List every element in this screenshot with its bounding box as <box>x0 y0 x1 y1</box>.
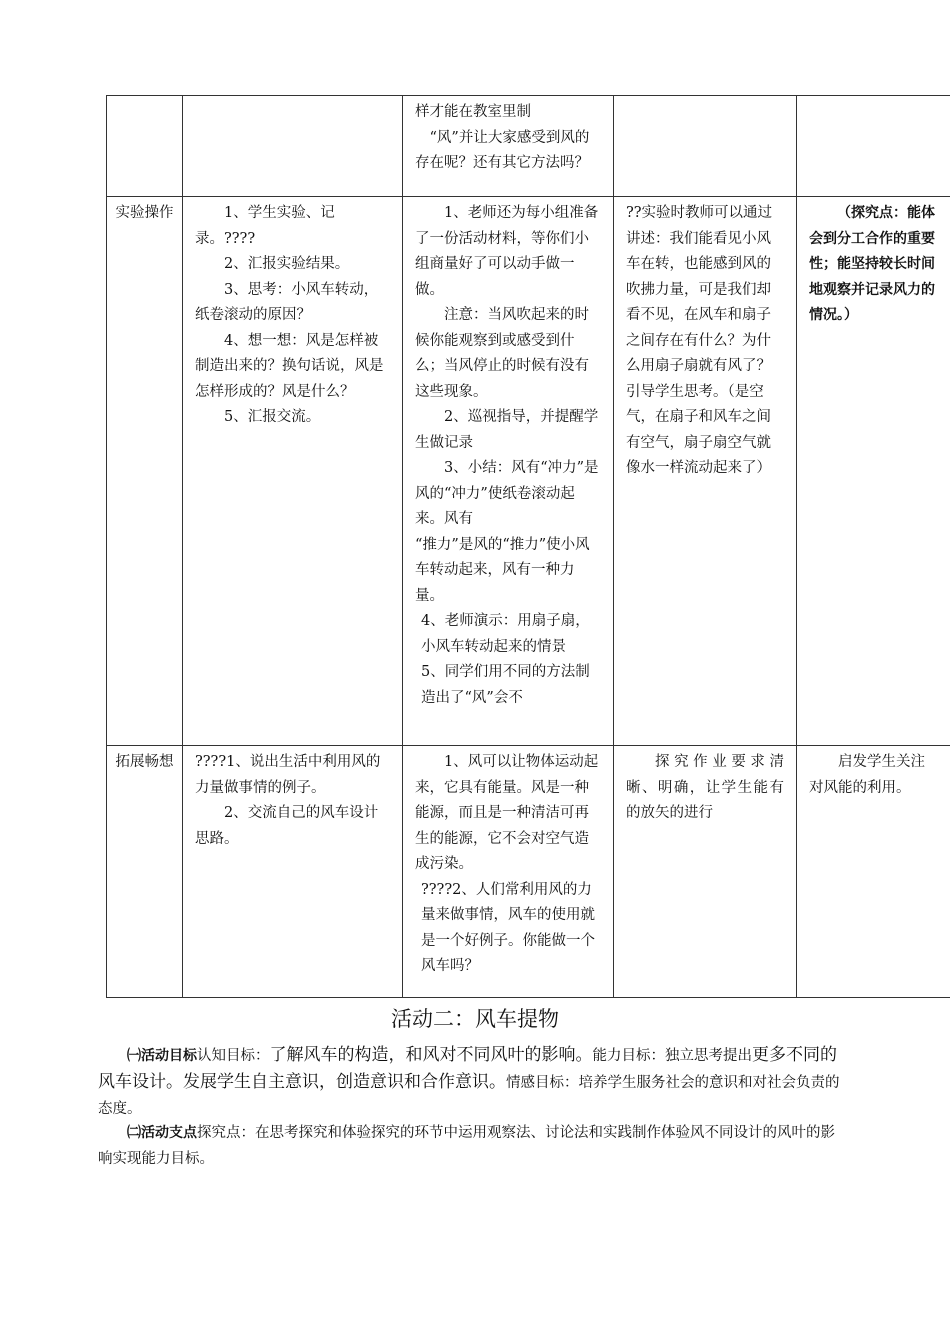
cell-text: 1、老师还为每小组准备了一份活动材料，等你们小组商量好了可以动手做一做。 <box>415 205 599 298</box>
cell-text: 5、汇报交流。 <box>224 409 321 425</box>
cell-text: 探究作业要求清晰、明确，让学生能有的放矢的进行 <box>626 754 784 821</box>
activity-focus-paragraph <box>98 1120 848 1172</box>
cell-text: ????1、说出生活中利用风的力量做事情的例子。 <box>195 754 381 796</box>
cell-text: 5、同学们用不同的方法制造出了“风”会不 <box>421 664 590 706</box>
focus-text: 探究点：在思考探究和体验探究的环节中运用观察法、讨论法和实践制作体验风不同设计的风叶的影响实现能力目标。 <box>98 1125 835 1167</box>
cell-text: “风”并让大家感受到风的存在呢？还有其它方法吗？ <box>415 129 590 171</box>
cell-text: 4、老师演示：用扇子扇，小风车转动起来的情景 <box>421 613 590 655</box>
focus-lead: ㈡活动支点 <box>127 1125 197 1141</box>
table-cell <box>797 96 950 197</box>
table-cell <box>614 96 797 197</box>
goal-text: 了解风车的构造，和风对不同风叶的影响。 <box>269 1045 593 1065</box>
goal-text: 能力目标：独立思考提出 <box>592 1048 752 1064</box>
cell-text: 2、交流自己的风车设计思路。 <box>195 805 379 847</box>
cell-text: 启发学生关注对风能的利用。 <box>809 754 925 796</box>
table-cell <box>797 746 950 998</box>
table-cell <box>614 197 797 746</box>
activity-goal-paragraph <box>98 1042 848 1122</box>
cell-text: 3、小结：风有“冲力”是风的“冲力”使纸卷滚动起来。风有 <box>415 460 599 527</box>
table-row <box>107 197 950 746</box>
lesson-table <box>106 95 950 998</box>
row-label <box>107 746 183 998</box>
cell-text: 2、巡视指导，并提醒学生做记录 <box>415 409 599 451</box>
cell-text: ??实验时教师可以通过讲述：我们能看见小风车在转，也能感到风的吹拂力量，可是我们却看不见，在风车和扇子之间存在有什么？为什么用扇子扇就有风了？引导学生思考。（是空气，在扇子和风车之间有空气，扇子扇空气就像水一样流动起来了） <box>626 205 773 476</box>
table-cell <box>403 197 614 746</box>
table-row <box>107 96 950 197</box>
table-cell <box>107 96 183 197</box>
row-label <box>107 197 183 746</box>
table-row <box>107 746 950 998</box>
cell-text: 1、学生实验、记录。???? <box>195 205 335 247</box>
table-cell <box>403 96 614 197</box>
section-heading: 活动二：风车提物 <box>391 1007 559 1031</box>
cell-text: ????2、人们常利用风的力量来做事情，风车的使用就是一个好例子。你能做一个风车吗？ <box>421 881 595 974</box>
cell-text: “推力”是风的“推力”使小风车转动起来，风有一种力量。 <box>415 536 590 604</box>
table-cell <box>614 746 797 998</box>
cell-text: 样才能在教室里制 <box>415 104 531 120</box>
cell-text: 4、想一想：风是怎样被制造出来的？换句话说，风是怎样形成的？风是什么？ <box>195 332 384 400</box>
goal-text: 情感目标：培养学生服务社会的意识和对社会负责的态度。 <box>98 1075 840 1117</box>
cell-text: （探究点：能体会到分工合作的重要性；能坚持较长时间地观察并记录风力的情况。） <box>809 205 935 323</box>
table-cell <box>183 746 403 998</box>
row-label-text: 拓展畅想 <box>115 754 174 770</box>
cell-text: 2、汇报实验结果。 <box>224 256 350 272</box>
cell-content <box>415 201 601 711</box>
goal-lead: ㈠活动目标 <box>127 1048 197 1064</box>
table-cell <box>183 96 403 197</box>
cell-text: 注意：当风吹起来的时候你能观察到或感受到什么；当风停止的时候有没有这些现象。 <box>415 307 589 400</box>
table-cell <box>797 197 950 746</box>
cell-text: 1、风可以让物体运动起来，它具有能量。风是一种能源，而且是一种清洁可再生的能源，它不会对空气造成污染。 <box>415 754 599 872</box>
table-cell <box>403 746 614 998</box>
goal-text: 更多不同的风车设计。发展学生自主意识，创造意识和合作意识。 <box>98 1045 837 1092</box>
table-cell <box>183 197 403 746</box>
row-label-text: 实验操作 <box>115 205 174 221</box>
goal-text: 认知目标： <box>197 1048 270 1064</box>
cell-text: 3、思考：小风车转动，纸卷滚动的原因？ <box>195 281 379 323</box>
